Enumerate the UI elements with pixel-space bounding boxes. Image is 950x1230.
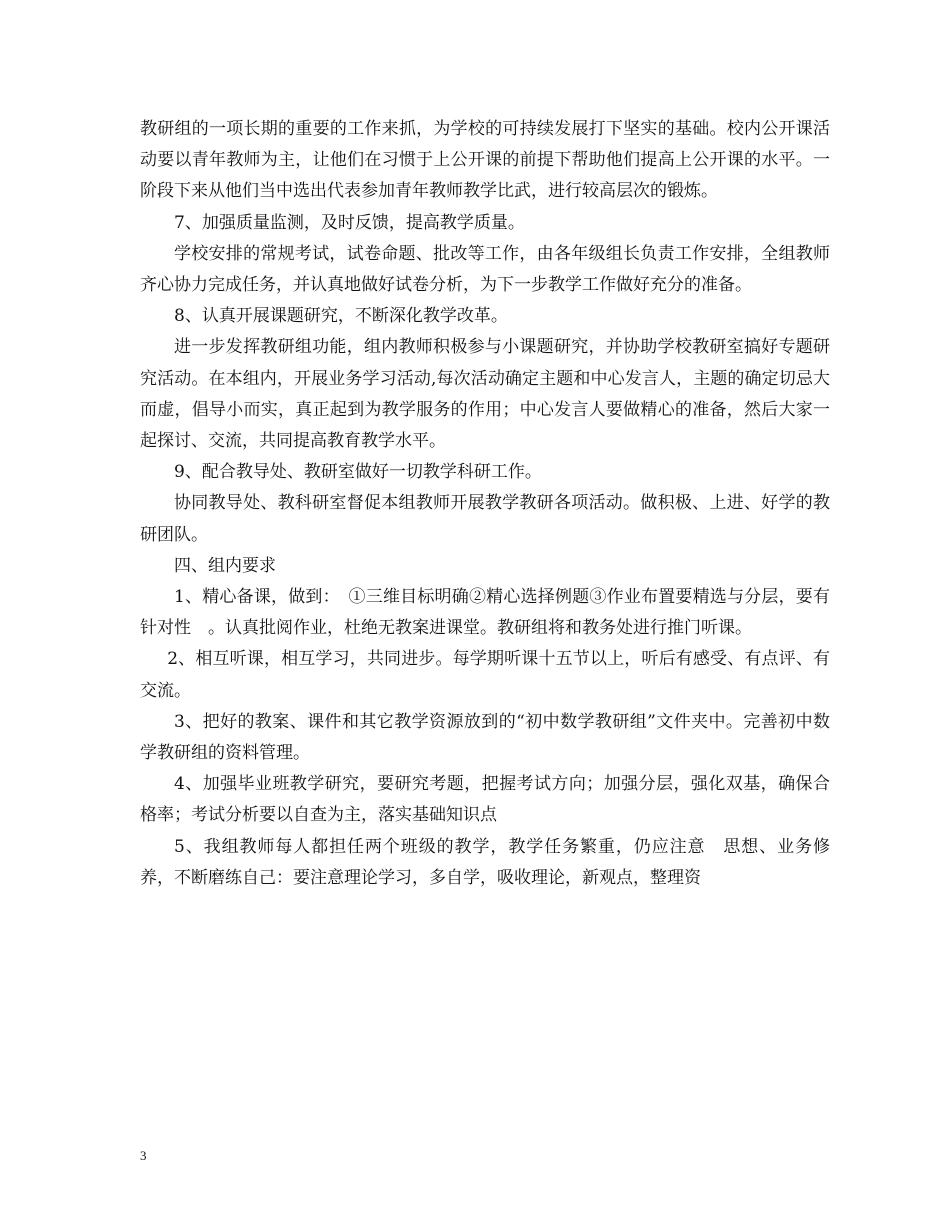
requirement-5: 5、我组教师每人都担任两个班级的教学，教学任务繁重，仍应注意 思想、业务修养，不断磨练自己：要注意理论学习，多自学，吸收理论，新观点，整理资 bbox=[140, 836, 830, 888]
section-heading-requirements: 四、组内要求 bbox=[174, 555, 276, 576]
paragraph-cooperation: 协同教导处、教科研室督促本组教师开展教学教研各项活动。做积极、上进、好学的教研团队。 bbox=[140, 493, 830, 545]
requirement-4: 4、加强毕业班教学研究，要研究考题，把握考试方向；加强分层，强化双基，确保合格率；考试分析要以自查为主，落实基础知识点 bbox=[140, 774, 830, 826]
document-body bbox=[140, 114, 830, 894]
heading-item-9: 9、配合教导处、教研室做好一切教学科研工作。 bbox=[174, 462, 542, 483]
heading-item-8: 8、认真开展课题研究，不断深化教学改革。 bbox=[174, 306, 508, 327]
requirement-3: 3、把好的教案、课件和其它教学资源放到的“初中数学教研组”文件夹中。完善初中数学教研组的资料管理。 bbox=[140, 711, 830, 764]
requirement-1: 1、精心备课，做到： ①三维目标明确②精心选择例题③作业布置要精选与分层，要有针对性 。认真批阅作业，杜绝无教案进课堂。教研组将和教务处进行推门听课。 bbox=[140, 587, 830, 639]
paragraph-exams: 学校安排的常规考试，试卷命题、批改等工作，由各年级组长负责工作安排，全组教师齐心协力完成任务，并认真地做好试卷分析，为下一步教学工作做好充分的准备。 bbox=[140, 243, 830, 296]
page-number: 3 bbox=[140, 1148, 147, 1163]
paragraph-research: 进一步发挥教研组功能，组内教师积极参与小课题研究，并协助学校教研室搞好专题研究活动。在本组内，开展业务学习活动,每次活动确定主题和中心发言人，主题的确定切忌大而虚，倡导小而实，真正起到为教学服务的作用；中心发言人要做精心的准备，然后大家一起探讨、交流，共同提高教育教学水平。 bbox=[140, 337, 830, 452]
requirement-2: 2、相互听课，相互学习，共同进步。每学期听课十五节以上，听后有感受、有点评、有交流。 bbox=[140, 649, 830, 701]
heading-item-7: 7、加强质量监测，及时反馈，提高教学质量。 bbox=[174, 212, 525, 233]
paragraph-continuation: 教研组的一项长期的重要的工作来抓，为学校的可持续发展打下坚实的基础。校内公开课活动要以青年教师为主，让他们在习惯于上公开课的前提下帮助他们提高上公开课的水平。一阶段下来从他们当中选出代表参加青年教师教学比武，进行较高层次的锻炼。 bbox=[140, 119, 830, 202]
